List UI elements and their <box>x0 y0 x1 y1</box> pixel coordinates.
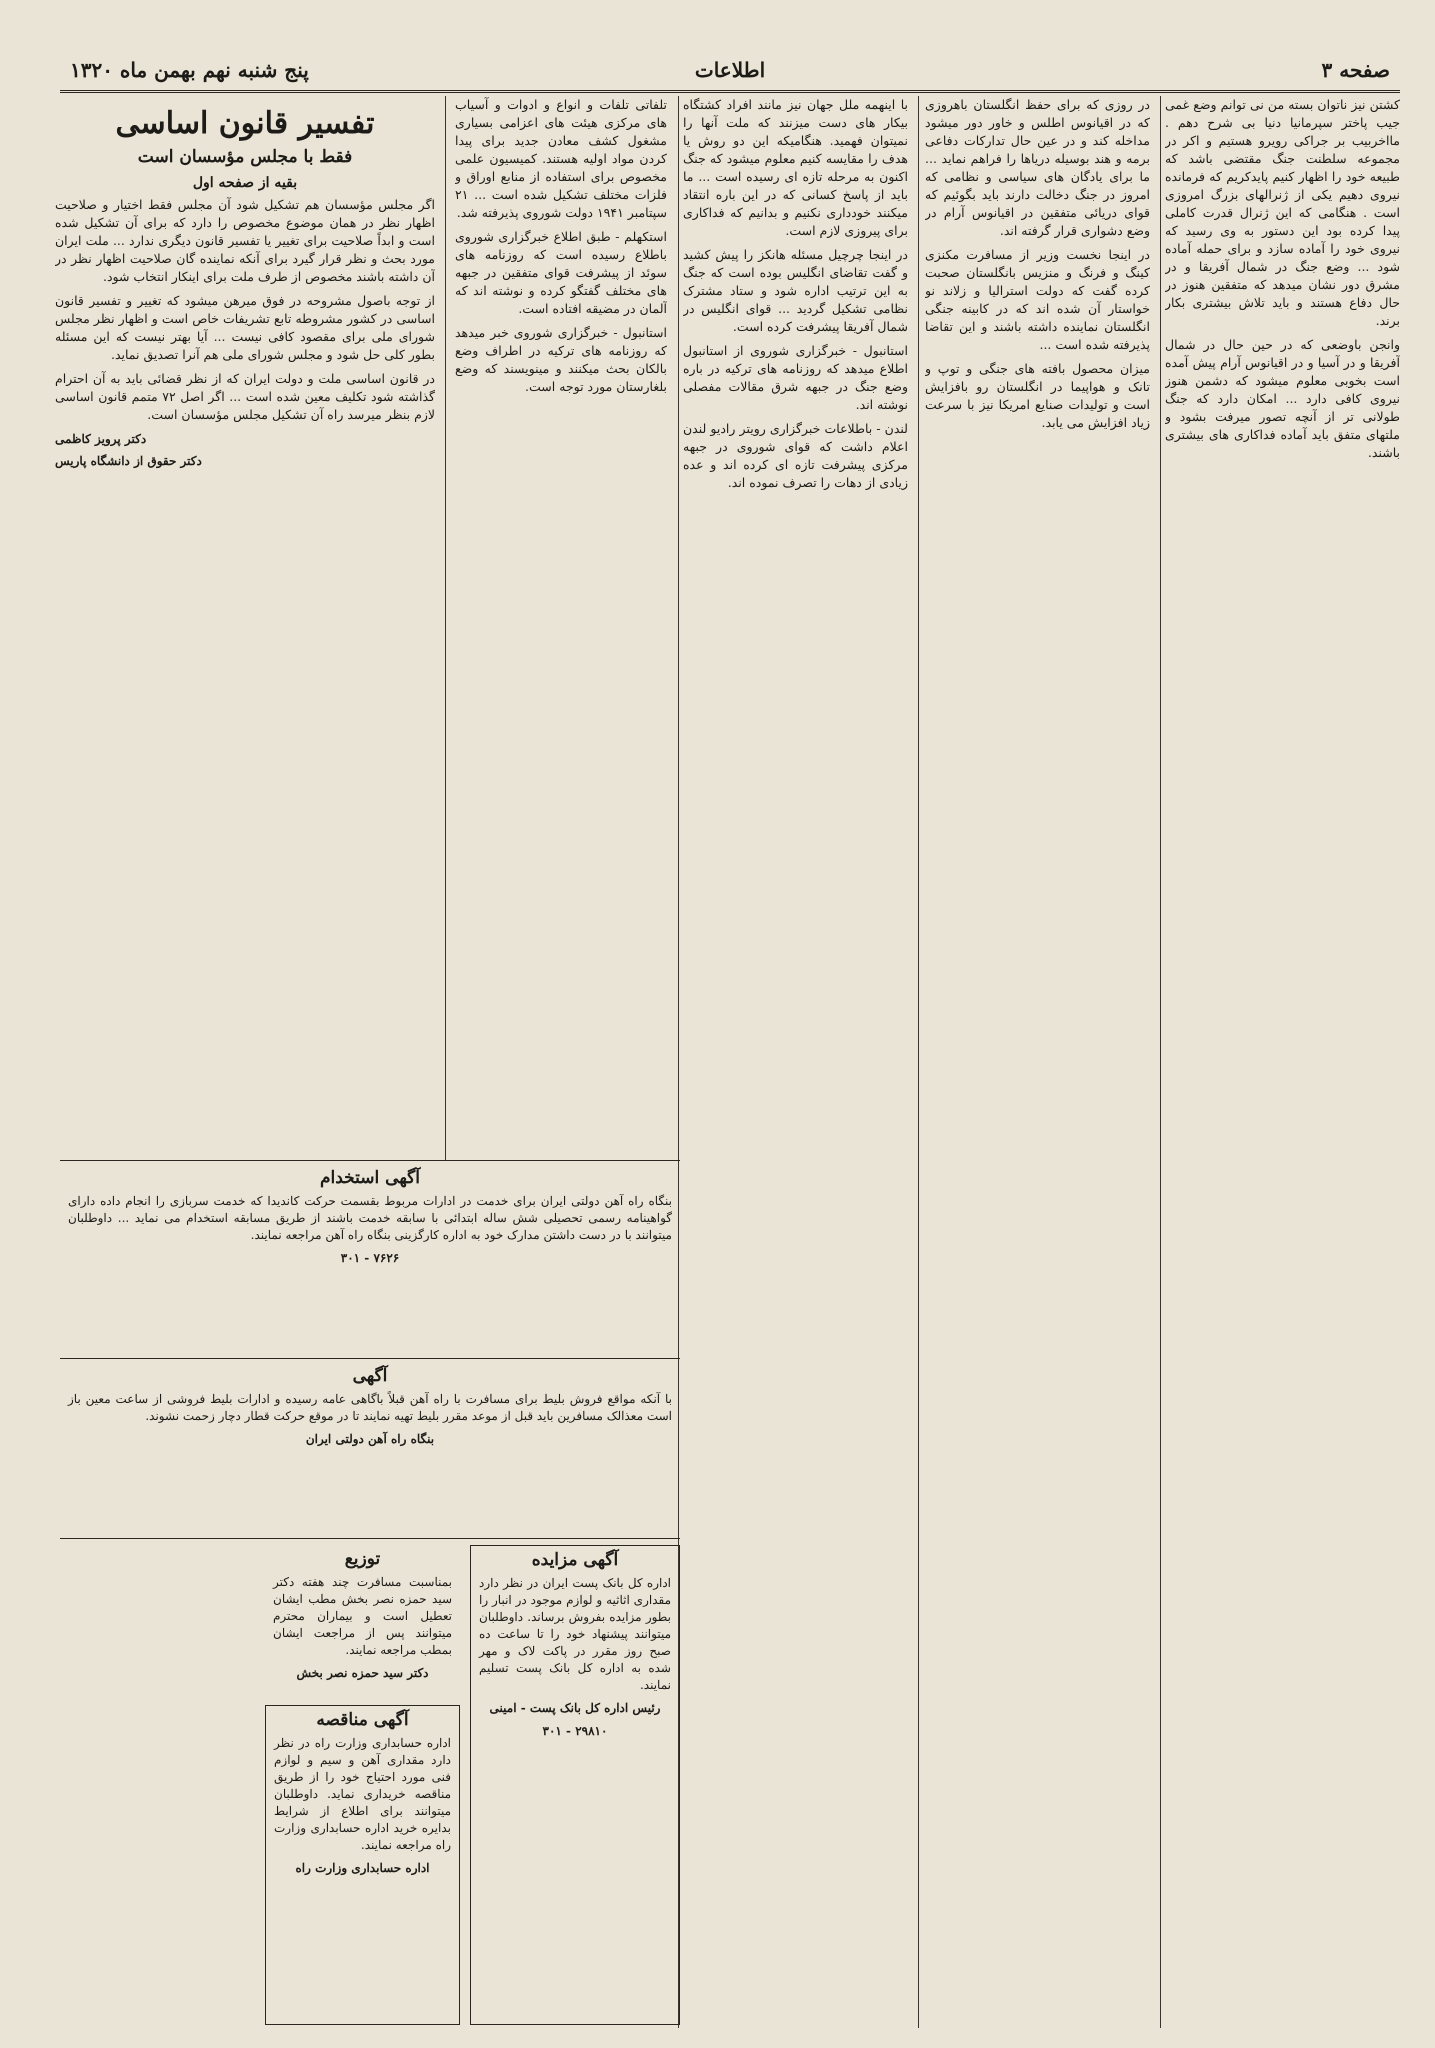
column-2 <box>925 96 1150 2028</box>
ad-auction-code: ۲۹۸۱۰ - ۳۰۱ <box>542 1724 608 1738</box>
column-3-text-4: لندن - باطلاعات خبرگزاری رویتر رادیو لندن اعلام داشت که قوای شوروی در جبهه مرکزی پیشرفت تازه ای کرده اند و عده زیادی از دهات را تصرف نموده اند. <box>683 421 908 490</box>
column-4-text-2: استکهلم - طبق اطلاع خبرگزاری شوروی باطلاع رسیده است که روزنامه های سوئد از پیشرفت قوای متفقین در جبهه های مختلف گفتگو کرده و نوشته اند که آلمان در مضیقه افتاده است. <box>455 229 667 316</box>
ad-tender-text: اداره حسابداری وزارت راه در نظر دارد مقداری آهن و سیم و لوازم فنی مورد احتیاج خود را از طریق مناقصه خریداری نماید. داوطلبان میتوانند برای اطلاع از شرایط بدایره خرید اداره حسابداری وزارت راه مراجعه نمایند. <box>274 1736 451 1852</box>
issue-date: پنج شنبه نهم بهمن ماه ۱۳۲۰ <box>70 58 309 82</box>
column-4-text-3: استانبول - خبرگزاری شوروی خبر میدهد که روزنامه های ترکیه در اطراف وضع بالکان بحث میکنند و مینویسند که وضع بلغارستان مورد توجه است. <box>455 325 667 394</box>
masthead-rule <box>60 90 1400 93</box>
column-3-text: با اینهمه ملل جهان نیز مانند افراد کشتگاه بیکار های دست میزنند که ملت آنها را نمیتوان فهمید. هنگامیکه این دو روش یا هدف را مقایسه کنیم معلوم میشود که جنگ اکنون به مرحله تازه ای رسیده است ... ما باید از پاسخ کسانی که در این باره انتقاد میکنند خودداری نکنیم و بدانیم که فداکاری برای پیروزی لازم است. <box>683 97 908 238</box>
article-text-2: از توجه باصول مشروحه در فوق میرهن میشود که تغییر و تفسیر قانون اساسی در کشور مشروطه تابع تشریفات خاص است و اظهار نظر مجلس شورای ملی برای مقصود کافی نیست ... آیا بهتر نیست که این مسئله بطور کلی حل شود و مجلس شورای ملی هم آنرا تصدیق نماید. <box>55 293 435 362</box>
ad-auction-footer: رئیس اداره کل بانک پست - امینی <box>489 1701 661 1715</box>
ads-rule <box>60 1358 680 1359</box>
column-3 <box>683 96 908 2028</box>
column-divider <box>1160 96 1161 2028</box>
newspaper-name: اطلاعات <box>694 58 766 82</box>
ads-top-rule <box>60 1160 680 1161</box>
ad-notice <box>265 1545 460 1695</box>
column-4-text: تلفاتی تلفات و انواع و ادوات و آسیاب های مرکزی هیئت های اعزامی بسیاری مشغول کشف معادن جدید برای پیدا کردن مواد اولیه هستند. کمیسیون علمی مخصوص برای استفاده از منابع اوراق و فلزات مختلف تشکیل شده است ... ۲۱ سپتامبر ۱۹۴۱ دولت شوروی پذیرفته شد. <box>455 97 667 220</box>
masthead <box>60 52 1400 88</box>
ad-employment-title: آگهی استخدام <box>320 1168 420 1188</box>
column-3-text-3: استانبول - خبرگزاری شوروی از استانبول اطلاع میدهد که روزنامه های ترکیه در باره وضع جنگ در جبهه شرق مقالات مفصلی نوشته اند. <box>683 343 908 412</box>
page-number: صفحه ۳ <box>1321 58 1390 82</box>
ad-railway-text: با آنکه مواقع فروش بلیط برای مسافرت با راه آهن قبلاً باگاهی عامه رسیده و ادارات بلیط فروشی از ساعت معین باز است معذالک مسافرین باید قبل از موعد مقرر بلیط تهیه نمایند تا در موقع حرکت قطار دچار زحمت نشوند. <box>68 1392 672 1423</box>
ad-notice-title: توزیع <box>344 1549 381 1569</box>
article-text: اگر مجلس مؤسسان هم تشکیل شود آن مجلس فقط اختیار و صلاحیت اظهار نظر در همان موضوع مخصوص را دارد که برای آن تشکیل شده است و ابداً صلاحیت برای تغییر یا تفسیر قانون دیگری ندارد ... ملت ایران مورد بحث و نظر قرار گیرد برای آنکه نماینده گان صلاحیت اظهار نظر در آن داشته باشند مخصوص از طرف ملت برای اینکار انتخاب شود. <box>55 197 435 284</box>
article-headline: تفسیر قانون اساسی <box>115 106 375 141</box>
column-2-text: در روزی که برای حفظ انگلستان باهروزی که در اقیانوس اطلس و خاور دور میشود مداخله کند و در عین حال تدارکات دفاعی برمه و هند بوسیله دریاها را فراهم نماید ... ما برای یادگان های سیاسی و نظامی که امروز در جنگ دخالت دارند باید بگوئیم که قوای دریائی متفقین در اقیانوس آرام در وضع دشواری قرار گرفته اند. <box>925 97 1150 238</box>
ad-tender-title: آگهی مناقصه <box>316 1710 409 1730</box>
column-divider <box>445 96 446 1160</box>
column-1-text-2: وانجن باوضعی که در حین حال در شمال آفریقا و در آسیا و در اقیانوس آرام پیش آمده است بخوبی معلوم میشود که دشمن هنوز نیروی کافی دارد ... امکان دارد که جنگ طولانی تر از آنچه تصور میرفت بشود و ملتهای متفق باید آماده فداکاری های بیشتری باشند. <box>1165 337 1400 460</box>
ad-railway-title: آگهی <box>352 1366 388 1386</box>
column-1 <box>1165 96 1400 2028</box>
column-5 <box>55 96 435 1160</box>
column-1-text: کشتن نیز ناتوان بسته من نی توانم وضع غمی جیب پاختر سپرمانیا دنیا بی شرح دهم . مااخربیب بر جراکی رویرو هستیم و اکر در مجموعه سلطنت جنگ مقتضی باشد که طبیعه خود را اظهار کنیم پایدکریم که فرمانده نیروی دهیم یکی از ژنرالهای بزرگ امروزی است . هنگامی که این ژنرال قدرت کاملی پیدا کرده بود این دستور به وی رسید که نیروی خود را آماده سازد و برای حمله آماده شود ... وضع جنگ در شمال آفریقا و در مشرق دور نشان میدهد که متفقین هنوز در حال دفاع هستند و باید تلاش بیشتری بکار برند. <box>1165 97 1400 328</box>
ad-notice-footer: دکتر سید حمزه نصر بخش <box>296 1666 429 1680</box>
ad-railway-footer: بنگاه راه آهن دولتی ایران <box>305 1432 435 1446</box>
ad-tender-footer: اداره حسابداری وزارت راه <box>295 1861 430 1875</box>
ad-employment-code: ۷۶۲۶ - ۳۰۱ <box>340 1251 400 1265</box>
author-title: دکتر حقوق از دانشگاه پاریس <box>55 454 202 468</box>
ad-employment <box>60 1164 680 1354</box>
column-2-text-3: میزان محصول بافته های جنگی و توپ و تانک و هواپیما در انگلستان رو بافزایش است و تولیدات صنایع امریکا نیز با سرعت زیاد افزایش می یابد. <box>925 361 1150 430</box>
ad-employment-text: بنگاه راه آهن دولتی ایران برای خدمت در ادارات مربوط بقسمت حرکت کاندیدا که خدمت سربازی را انجام داده دارای گواهینامه رسمی تحصیلی شش ساله ابتدائی با سابقه خدمت باشند از طریق مسابقه استخدام می نماید ... داوطلبان میتوانند با در دست داشتن مدارک خود به اداره کارگزینی بنگاه راه آهن مراجعه نمایند. <box>68 1194 672 1242</box>
continued-from-label: بقیه از صفحه اول <box>192 175 298 191</box>
ad-auction <box>470 1545 680 2025</box>
ad-railway-notice <box>60 1362 680 1532</box>
column-divider <box>918 96 919 2028</box>
article-text-3: در قانون اساسی ملت و دولت ایران که از نظر قضائی باید به آن احترام گذاشته شود تکلیف معین شده است ... اگر اصل ۷۲ متمم قانون اساسی لازم بنظر میرسد راه آن تشکیل مجلس مؤسسان است. <box>55 371 435 422</box>
ad-notice-text: بمناسبت مسافرت چند هفته دکتر سید حمزه نصر بخش مطب ایشان تعطیل است و بیماران محترم میتوانند پس از مراجعت ایشان بمطب مراجعه نمایند. <box>273 1575 452 1657</box>
column-3-text-2: در اینجا چرچیل مسئله هانکز را پیش کشید و گفت تقاضای انگلیس بوده است که جنگ به این ترتیب اداره شود و ستاد مشترک نظامی تشکیل گردید ... قوای انگلیس در شمال آفریقا پیشرفت کرده است. <box>683 247 908 334</box>
ad-auction-title: آگهی مزایده <box>531 1550 619 1570</box>
ad-auction-text: اداره کل بانک پست ایران در نظر دارد مقداری اثاثیه و لوازم موجود در انبار را بطور مزایده بفروش برساند. داوطلبان میتوانند پیشنهاد خود را تا ساعت ده صبح روز مقرر در پاکت لاک و مهر شده به اداره کل بانک پست تسلیم نمایند. <box>479 1576 671 1692</box>
article-subhead: فقط با مجلس مؤسسان است <box>137 147 353 167</box>
ads-rule <box>60 1538 680 1539</box>
column-2-text-2: در اینجا نخست وزیر از مسافرت مکنزی کینگ و فرنگ و منزیس بانگلستان صحبت کرده گفت که دولت استرالیا و زلاند نو خواستار آن شده اند که در کابینه جنگی انگلستان نماینده داشته باشند و این تقاضا پذیرفته شده است ... <box>925 247 1150 352</box>
author-name: دکتر پرویز کاظمی <box>55 432 147 446</box>
column-4 <box>455 96 667 1160</box>
ad-tender <box>265 1705 460 2025</box>
